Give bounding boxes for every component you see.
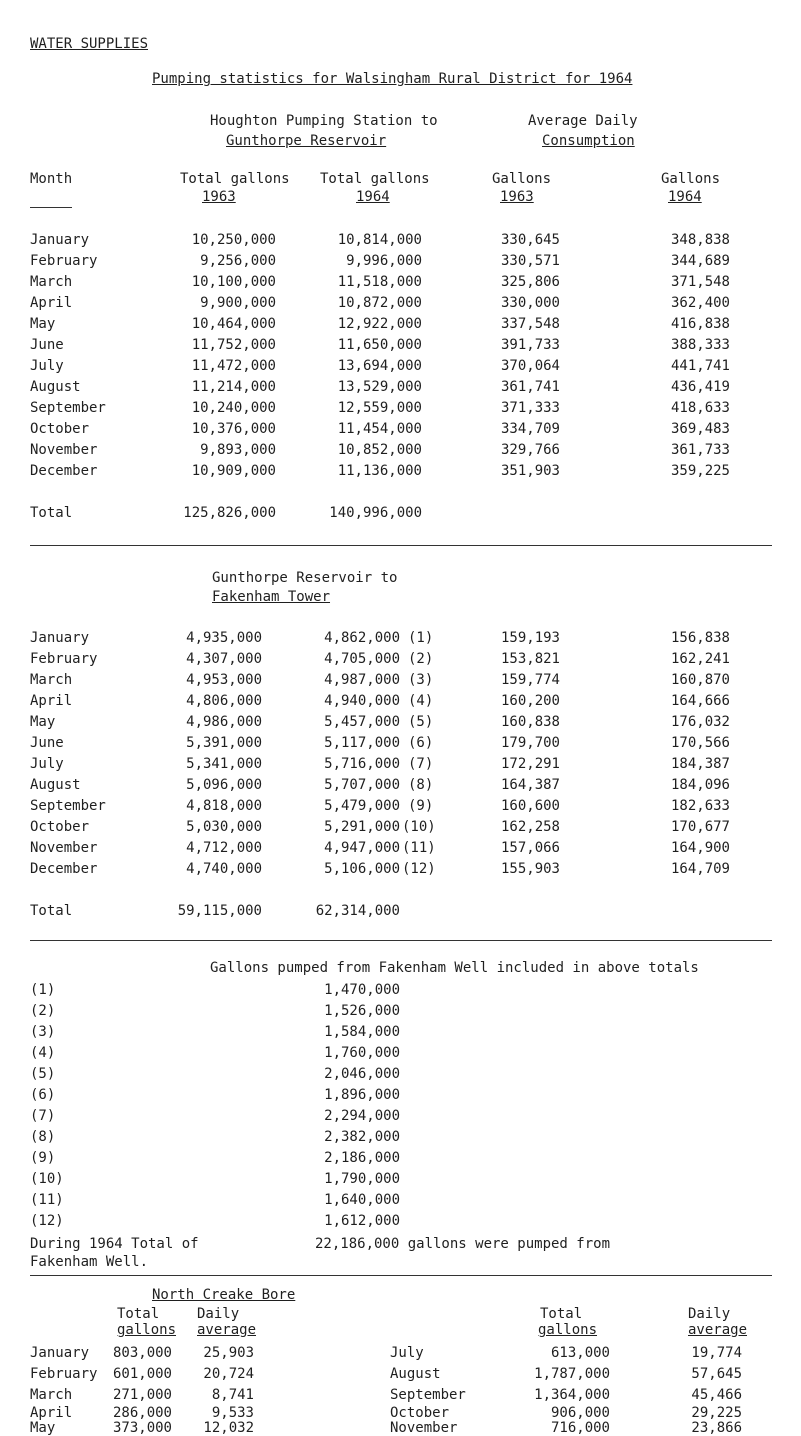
row-avg-1964: 156,838 — [670, 630, 730, 646]
row-total-1964: 10,852,000 — [337, 442, 422, 458]
row-total-1964: 10,872,000 — [337, 295, 422, 311]
row-total-1963: 4,806,000 — [186, 693, 262, 709]
row-month: November — [30, 442, 98, 458]
row-daily: 25,903 — [203, 1345, 254, 1361]
row-total-1963: 4,712,000 — [186, 840, 262, 856]
ref-number: (9) — [30, 1150, 56, 1166]
row-avg-1964: 184,387 — [670, 756, 730, 772]
row-month: March — [30, 672, 73, 688]
avg-daily-title: Average Daily — [528, 113, 638, 129]
row-total-1964: 4,947,000 — [324, 840, 400, 856]
row-month: September — [30, 400, 106, 416]
row-total-1964: 9,996,000 — [346, 253, 422, 269]
row-total-1964: 4,705,000 — [324, 651, 400, 667]
row-month: February — [30, 253, 98, 269]
row-daily: 9,533 — [211, 1405, 254, 1421]
row-total-1964: 5,707,000 — [324, 777, 400, 793]
row-total-1963: 5,341,000 — [186, 756, 262, 772]
row-month: January — [30, 1345, 90, 1361]
row-daily-2: 23,866 — [691, 1420, 742, 1436]
avg-daily-subtitle: Consumption — [542, 133, 635, 149]
well-value: 2,294,000 — [324, 1108, 400, 1124]
row-total-1963: 10,100,000 — [191, 274, 276, 290]
row-total-1963: 10,376,000 — [191, 421, 276, 437]
row-daily-2: 19,774 — [691, 1345, 742, 1361]
ref-number: (5) — [30, 1066, 56, 1082]
ref-number: (4) — [30, 1045, 56, 1061]
row-month: May — [30, 1420, 56, 1436]
row-total-2: 716,000 — [550, 1420, 610, 1436]
row-daily: 12,032 — [203, 1420, 254, 1436]
row-avg-1963: 160,600 — [500, 798, 560, 814]
row-month: April — [30, 693, 73, 709]
row-avg-1964: 369,483 — [670, 421, 730, 437]
row-total-1963: 5,030,000 — [186, 819, 262, 835]
row-total-1963: 10,240,000 — [191, 400, 276, 416]
row-avg-1963: 179,700 — [500, 735, 560, 751]
col-total-header: Total — [117, 1306, 160, 1322]
total-1963: 59,115,000 — [177, 903, 262, 919]
well-value: 2,046,000 — [324, 1066, 400, 1082]
row-total-1963: 11,752,000 — [191, 337, 276, 353]
ref-number: (3) — [30, 1024, 56, 1040]
row-total-1963: 4,935,000 — [186, 630, 262, 646]
ref-number: (2) — [30, 1003, 56, 1019]
row-total-1964: 11,454,000 — [337, 421, 422, 437]
row-avg-1963: 330,000 — [500, 295, 560, 311]
ref-number: (11) — [30, 1192, 64, 1208]
col-total2-sub: gallons — [538, 1322, 598, 1338]
total-1963: 125,826,000 — [183, 505, 276, 521]
row-month: August — [30, 379, 81, 395]
row-avg-1964: 361,733 — [670, 442, 730, 458]
row-avg-1963: 325,806 — [500, 274, 560, 290]
section-divider — [30, 1275, 772, 1276]
row-avg-1964: 344,689 — [670, 253, 730, 269]
north-creake-title: North Creake Bore — [152, 1287, 296, 1303]
row-month-2: October — [390, 1405, 450, 1421]
well-value: 1,612,000 — [324, 1213, 400, 1229]
row-avg-1963: 337,548 — [500, 316, 560, 332]
row-month-2: August — [390, 1366, 441, 1382]
row-total-2: 1,787,000 — [534, 1366, 610, 1382]
ref-number: (10) — [30, 1171, 64, 1187]
col-total2-header: Total — [540, 1306, 583, 1322]
row-month-2: September — [390, 1387, 466, 1403]
ref-number: (6) — [30, 1087, 56, 1103]
section-divider — [30, 545, 772, 546]
row-total-1964: 5,716,000 — [324, 756, 400, 772]
col-total-1964-header: Total gallons — [320, 171, 430, 187]
row-daily: 20,724 — [203, 1366, 254, 1382]
row-total-1964: 12,922,000 — [337, 316, 422, 332]
page-title: Pumping statistics for Walsingham Rural District for 1964 — [152, 71, 633, 87]
row-avg-1964: 388,333 — [670, 337, 730, 353]
row-total-1964: 4,987,000 — [324, 672, 400, 688]
row-avg-1964: 371,548 — [670, 274, 730, 290]
row-total-1964: 5,117,000 — [324, 735, 400, 751]
row-total-1963: 5,096,000 — [186, 777, 262, 793]
row-avg-1964: 164,709 — [670, 861, 730, 877]
row-avg-1964: 441,741 — [670, 358, 730, 374]
row-avg-1963: 157,066 — [500, 840, 560, 856]
row-avg-1964: 359,225 — [670, 463, 730, 479]
row-daily-2: 29,225 — [691, 1405, 742, 1421]
row-month: June — [30, 735, 64, 751]
row-avg-1963: 159,193 — [500, 630, 560, 646]
col-gallons-1964-year: 1964 — [668, 189, 702, 205]
row-total-1964: 5,106,000 — [324, 861, 400, 877]
col-daily-sub: average — [197, 1322, 257, 1338]
col-total-1963-year: 1963 — [202, 189, 236, 205]
row-total-2: 906,000 — [550, 1405, 610, 1421]
row-total-1963: 4,818,000 — [186, 798, 262, 814]
row-avg-1963: 391,733 — [500, 337, 560, 353]
row-avg-1964: 176,032 — [670, 714, 730, 730]
row-ref: (3) — [408, 672, 434, 688]
row-ref: (2) — [408, 651, 434, 667]
row-total-1964: 11,650,000 — [337, 337, 422, 353]
row-total-1963: 10,464,000 — [191, 316, 276, 332]
row-total-1963: 9,256,000 — [200, 253, 276, 269]
row-avg-1963: 155,903 — [500, 861, 560, 877]
row-total: 601,000 — [112, 1366, 172, 1382]
col-gallons-1964-header: Gallons — [661, 171, 721, 187]
col-month-header: Month — [30, 171, 73, 187]
row-ref: (1) — [408, 630, 434, 646]
row-total: 373,000 — [112, 1420, 172, 1436]
summary-text: During 1964 Total of — [30, 1236, 199, 1252]
houghton-subtitle: Gunthorpe Reservoir — [226, 133, 387, 149]
row-ref: (9) — [408, 798, 434, 814]
row-total: 286,000 — [112, 1405, 172, 1421]
row-total-1963: 11,214,000 — [191, 379, 276, 395]
row-month: March — [30, 274, 73, 290]
row-total-1964: 13,529,000 — [337, 379, 422, 395]
row-month: July — [30, 756, 64, 772]
row-total: 803,000 — [112, 1345, 172, 1361]
row-total-1964: 11,136,000 — [337, 463, 422, 479]
gunthorpe-title: Gunthorpe Reservoir to — [212, 570, 398, 586]
total-1964: 140,996,000 — [329, 505, 422, 521]
well-value: 2,382,000 — [324, 1129, 400, 1145]
row-total-1963: 5,391,000 — [186, 735, 262, 751]
row-total-1964: 5,479,000 — [324, 798, 400, 814]
row-month: August — [30, 777, 81, 793]
row-total-1964: 13,694,000 — [337, 358, 422, 374]
row-avg-1963: 329,766 — [500, 442, 560, 458]
row-month: April — [30, 295, 73, 311]
well-value: 1,896,000 — [324, 1087, 400, 1103]
col-total-sub: gallons — [117, 1322, 177, 1338]
row-avg-1963: 361,741 — [500, 379, 560, 395]
row-month: September — [30, 798, 106, 814]
col-daily-header: Daily — [197, 1306, 240, 1322]
row-avg-1963: 330,645 — [500, 232, 560, 248]
row-avg-1963: 334,709 — [500, 421, 560, 437]
row-total-1963: 4,953,000 — [186, 672, 262, 688]
row-ref: (7) — [408, 756, 434, 772]
row-ref: (11) — [402, 840, 436, 856]
row-daily-2: 45,466 — [691, 1387, 742, 1403]
row-ref: (8) — [408, 777, 434, 793]
well-value: 1,760,000 — [324, 1045, 400, 1061]
gunthorpe-subtitle: Fakenham Tower — [212, 589, 331, 605]
col-total-1964-year: 1964 — [356, 189, 390, 205]
row-month: October — [30, 819, 90, 835]
well-value: 1,526,000 — [324, 1003, 400, 1019]
row-total-2: 613,000 — [550, 1345, 610, 1361]
row-month: January — [30, 630, 90, 646]
row-month: January — [30, 232, 90, 248]
row-avg-1963: 351,903 — [500, 463, 560, 479]
row-month: May — [30, 714, 56, 730]
row-month: December — [30, 463, 98, 479]
ref-number: (8) — [30, 1129, 56, 1145]
row-month-2: July — [390, 1345, 424, 1361]
row-avg-1963: 371,333 — [500, 400, 560, 416]
row-month: April — [30, 1405, 73, 1421]
row-total-1964: 5,457,000 — [324, 714, 400, 730]
fakenham-well-title: Gallons pumped from Fakenham Well included in above totals — [210, 960, 699, 976]
row-avg-1964: 170,677 — [670, 819, 730, 835]
row-month: November — [30, 840, 98, 856]
well-value: 1,470,000 — [324, 982, 400, 998]
well-value: 1,584,000 — [324, 1024, 400, 1040]
col-gallons-1963-header: Gallons — [492, 171, 552, 187]
row-month-2: November — [390, 1420, 458, 1436]
row-avg-1964: 184,096 — [670, 777, 730, 793]
row-month: March — [30, 1387, 73, 1403]
row-total-1963: 9,893,000 — [200, 442, 276, 458]
row-avg-1964: 348,838 — [670, 232, 730, 248]
row-total: 271,000 — [112, 1387, 172, 1403]
row-total-1964: 11,518,000 — [337, 274, 422, 290]
row-month: December — [30, 861, 98, 877]
col-gallons-1963-year: 1963 — [500, 189, 534, 205]
row-avg-1964: 162,241 — [670, 651, 730, 667]
row-avg-1964: 182,633 — [670, 798, 730, 814]
row-total-1963: 4,307,000 — [186, 651, 262, 667]
row-month: February — [30, 651, 98, 667]
col-daily2-sub: average — [688, 1322, 748, 1338]
row-ref: (4) — [408, 693, 434, 709]
row-avg-1964: 160,870 — [670, 672, 730, 688]
row-avg-1963: 160,838 — [500, 714, 560, 730]
row-total-1964: 4,940,000 — [324, 693, 400, 709]
row-month: July — [30, 358, 64, 374]
row-total-1963: 11,472,000 — [191, 358, 276, 374]
row-total-1963: 4,986,000 — [186, 714, 262, 730]
summary-value: 22,186,000 gallons were pumped from — [315, 1236, 611, 1252]
row-month: May — [30, 316, 56, 332]
row-total-1964: 4,862,000 — [324, 630, 400, 646]
summary-text-2: Fakenham Well. — [30, 1254, 149, 1270]
row-total-1964: 12,559,000 — [337, 400, 422, 416]
row-total-1964: 5,291,000 — [324, 819, 400, 835]
row-avg-1964: 164,666 — [670, 693, 730, 709]
row-avg-1964: 416,838 — [670, 316, 730, 332]
row-month: June — [30, 337, 64, 353]
row-avg-1964: 418,633 — [670, 400, 730, 416]
row-total-2: 1,364,000 — [534, 1387, 610, 1403]
row-month: October — [30, 421, 90, 437]
row-month: February — [30, 1366, 98, 1382]
row-ref: (6) — [408, 735, 434, 751]
row-avg-1963: 370,064 — [500, 358, 560, 374]
row-ref: (5) — [408, 714, 434, 730]
row-avg-1963: 160,200 — [500, 693, 560, 709]
total-1964: 62,314,000 — [315, 903, 400, 919]
row-avg-1964: 362,400 — [670, 295, 730, 311]
total-label: Total — [30, 903, 73, 919]
total-label: Total — [30, 505, 73, 521]
row-total-1963: 10,250,000 — [191, 232, 276, 248]
well-value: 2,186,000 — [324, 1150, 400, 1166]
well-value: 1,640,000 — [324, 1192, 400, 1208]
row-total-1964: 10,814,000 — [337, 232, 422, 248]
col-daily2-header: Daily — [688, 1306, 731, 1322]
row-avg-1964: 170,566 — [670, 735, 730, 751]
row-avg-1963: 162,258 — [500, 819, 560, 835]
col-total-1963-header: Total gallons — [180, 171, 290, 187]
row-daily: 8,741 — [211, 1387, 254, 1403]
row-avg-1963: 153,821 — [500, 651, 560, 667]
row-daily-2: 57,645 — [691, 1366, 742, 1382]
row-avg-1964: 164,900 — [670, 840, 730, 856]
row-total-1963: 9,900,000 — [200, 295, 276, 311]
ref-number: (7) — [30, 1108, 56, 1124]
ref-number: (12) — [30, 1213, 64, 1229]
row-avg-1963: 164,387 — [500, 777, 560, 793]
houghton-title: Houghton Pumping Station to — [210, 113, 438, 129]
row-total-1963: 4,740,000 — [186, 861, 262, 877]
row-avg-1963: 159,774 — [500, 672, 560, 688]
row-avg-1964: 436,419 — [670, 379, 730, 395]
section-divider — [30, 940, 772, 941]
ref-number: (1) — [30, 982, 56, 998]
well-value: 1,790,000 — [324, 1171, 400, 1187]
section-heading: WATER SUPPLIES — [30, 36, 149, 52]
row-avg-1963: 172,291 — [500, 756, 560, 772]
row-ref: (12) — [402, 861, 436, 877]
row-ref: (10) — [402, 819, 436, 835]
row-avg-1963: 330,571 — [500, 253, 560, 269]
row-total-1963: 10,909,000 — [191, 463, 276, 479]
